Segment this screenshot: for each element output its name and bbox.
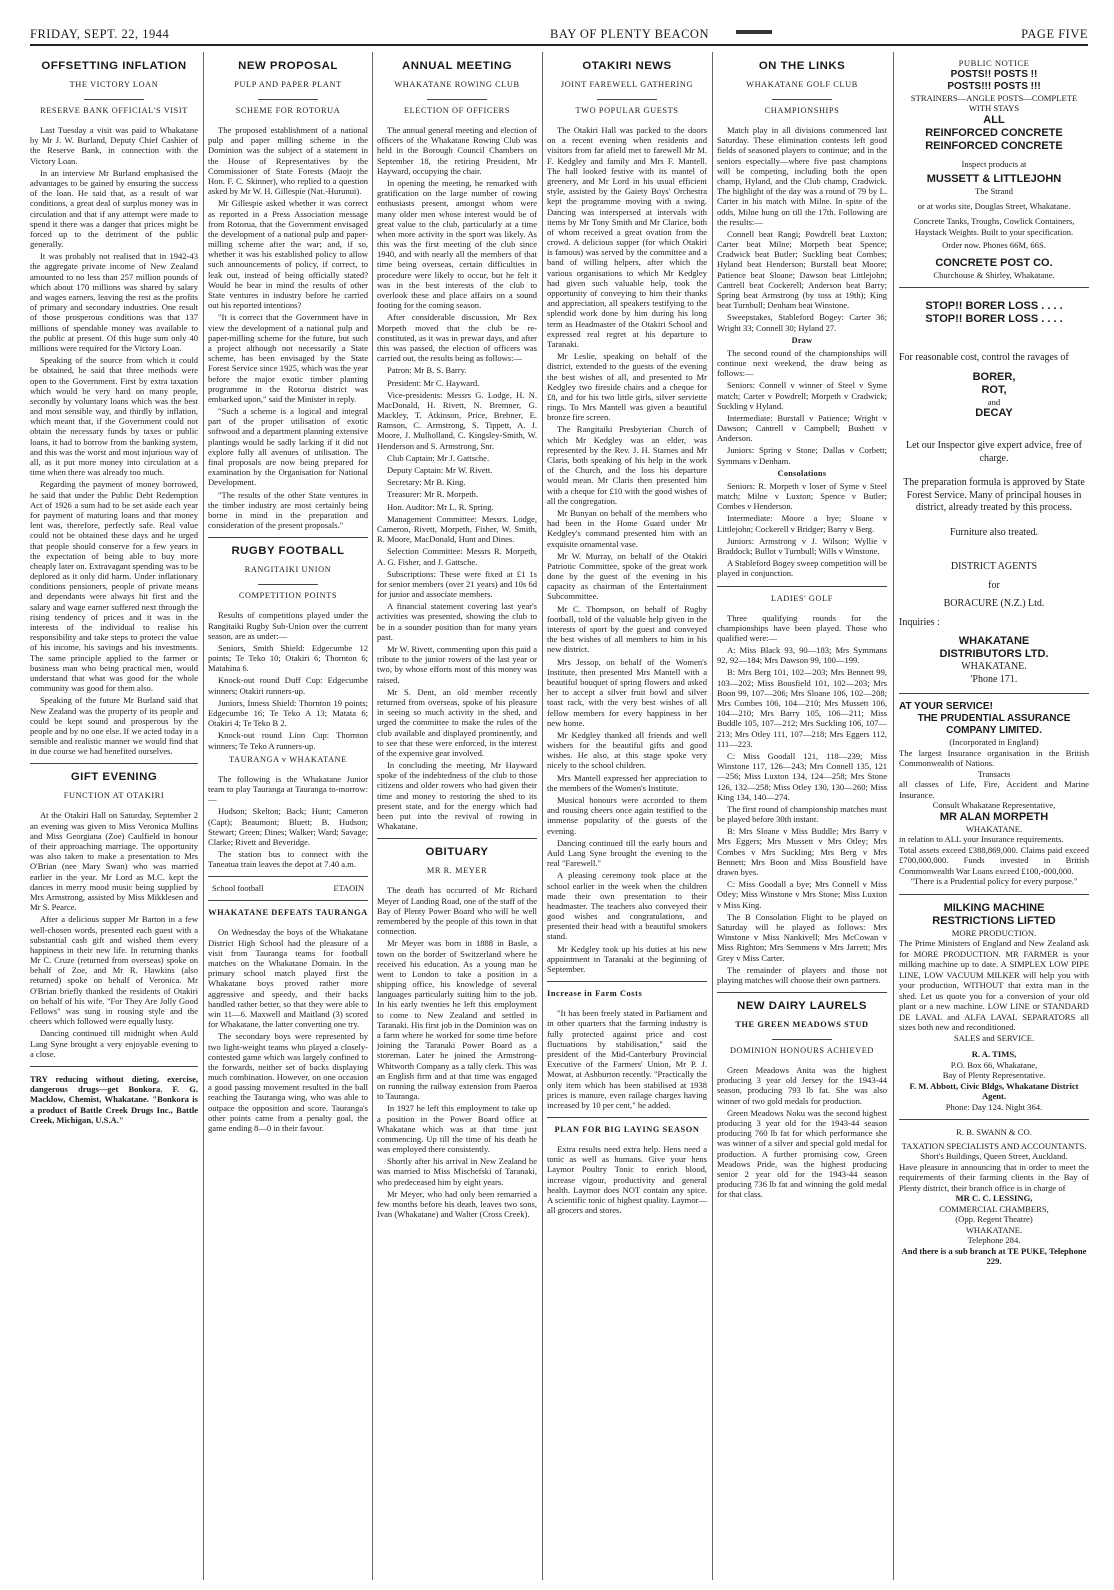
paragraph: Management Committee: Messrs. Lodge, Cameron, Rivett, Morpeth, Fisher, W. Smith, R. Moore, MacDonald, Hunt and Dines. (377, 513, 537, 545)
advert-reasonable: For reasonable cost, control the ravages of (899, 352, 1069, 363)
slug-line (208, 884, 368, 893)
paragraph: The second round of the championships will continue next weekend, the draw being as follows:— (717, 347, 887, 379)
paragraph: Speaking of the source from which it could be obtained, he said that three methods were open to the Government. First by extra taxation which would be very hard on many people, secondly by voluntary loans which was the best and most sensible way, and thirdly by inflation, which meant that, if the Government could not obtain the necessary funds by taxes or public loans, it had to borrow from the banking system, and this was the worst and most injurious way of all, as it put more money into circulation at a time when there was already too much. (30, 355, 198, 478)
paragraph: On Wednesday the boys of the Whakatane District High School had the pleasure of a visit from Tauranga teams for football matches on the Whakatane Domain. In the primary school match played first the Whakatane boys proved rather more aggressive and speedy, and their backs handled rather better, so that they were able to win 11—6. Maxwell and Maitland (3) scored for Whakatane, the latter converting one try. (208, 927, 368, 1030)
paragraph: Last Tuesday a visit was paid to Whakatane by Mr J. W. Burland, Deputy Chief Cashier of the Reserve Bank, in connection with the Victory Loan. (30, 125, 198, 166)
paragraph: Juniors, Inness Shield: Thornton 19 points; Edgecumbe 16; Te Teko A 13; Matata 6; Otakiri 4; Te Teko B 2. (208, 697, 368, 729)
article-subhead: RANGITAIKI UNION (244, 565, 332, 575)
article-headline: RUGBY FOOTBALL (231, 545, 345, 558)
paragraph: A Stableford Bogey sweep competition will be played in conjunction. (717, 558, 887, 579)
article-subhead: SCHEME FOR ROTORUA (235, 106, 341, 115)
paragraph: Mr Kedgley thanked all friends and well wishers for the beautiful gifts and good wishes. He also, at this stage spoke very nicely to the school children. (547, 729, 707, 771)
print-smudge (736, 30, 772, 34)
paragraph: The proposed establishment of a national pulp and paper milling scheme in the Dominion was the subject of a statement in the House of Representatives by the Commissioner of State Forests (Maojr the Hon. F. C. Skinner), who replied to a question asked by Mr W. H. Gillespie (Nat.-Hurunui). (208, 125, 368, 197)
article-subhead: WHAKATANE DEFEATS TAURANGA (208, 908, 368, 918)
paragraph: Hon. Auditor: Mr L. R. Spring. (387, 501, 494, 512)
article-subhead: DOMINION HONOURS ACHIEVED (729, 1046, 875, 1056)
paragraph: In 1927 he left this employment to take up a position in the Power Board office at Whakatane which was at that time just commencing. Up till the time of his death he was employed there consistently. (377, 1103, 537, 1155)
paragraph: The annual general meeting and election of officers of the Whakatane Rowing Club was held in the Borough Council Chambers on September 18, the retiring President, Mr Hayward, occupying the chair. (377, 125, 537, 176)
article-subhead: THE VICTORY LOAN (69, 80, 159, 89)
paragraph: Match play in all divisions commenced last Saturday. These elimination contests left good fields of seasoned players to continue; and in the seniors especially—where five past champions will be competing, including both the open champ, Hyland, and the Club champ, Cradwick. The highlight of the day was a round of 79 by L. Carter in his match with Milne. In spite of the odds, Milne hung on till the 17th. Following are the results:— (717, 125, 887, 227)
advert-swann: R. B. SWANN & CO. (956, 1127, 1032, 1137)
paragraph: The Rangitaiki Presbyterian Church of which Mr Kedgley was an elder, was represented by the Rev. J. H. Starnes and Mr Claris, both speaking of his help in the work of the Church, and the loss his departure would mean. Mr Claris then presented him with a cheque for £10 with the good wishes of all the congregation. (547, 424, 707, 506)
paragraph: Club Captain: Mr J. Gattsche. (387, 452, 490, 463)
column-rule (542, 52, 543, 1580)
article-headline: ON THE LINKS (758, 60, 846, 72)
paragraph: Mr W. Murray, on behalf of the Otakiri Patriotic Committee, spoke of the great work done by the guest of the evening in his capacity as chairman of the Entertainment Subcommittee. (547, 550, 707, 602)
advert-whakatane: WHAKATANE. (965, 823, 1023, 834)
article-subhead: WHAKATANE ROWING CLUB (394, 80, 520, 89)
advert-strand: The Strand (975, 186, 1013, 196)
paragraph: B: Mrs Sloane v Miss Buddle; Mrs Barry v Mrs Eggers; Mrs Mussett v Mrs Otley; Mrs Combes v Mrs Suckling; Mrs Berg v Mrs Bennett; Mrs Boon and Miss Bousfield have drawn byes. (717, 826, 887, 877)
slug-left: School football (212, 884, 264, 894)
article-headline: OBITUARY (425, 846, 489, 859)
masthead (30, 24, 1088, 46)
column-rule (372, 52, 373, 1580)
advert-box: P.O. Box 66, Whakatane, (950, 1059, 1038, 1070)
advert-furniture: Furniture also treated. (949, 526, 1039, 538)
advert-milking-text: The Prime Ministers of England and New Zealand ask for MORE PRODUCTION. MR FARMER is your milking machine up to date. A SIMPLEX LOW PIPE LINE, LOW VACUUM MILKER will help you with your production, WITHOUT that extra man in the shed. Let us quote you for a conversion of your old plant or a new machine. LOW LINE or STANDARD DE LAVAL and ALFA LAVAL SEPARATORS all sizes both new and reconditioned. (899, 938, 1089, 1032)
paragraph: Dancing continued till the early hours and Auld Lang Syne brought the evening to the real "Farewell." (547, 837, 707, 869)
paragraph: A financial statement covering last year's activities was presented, showing the club to be in a sounder position than for many years past. (377, 601, 537, 642)
paragraph: President: Mr C. Hayward. (387, 377, 480, 388)
public-notice-label: PUBLIC NOTICE (958, 58, 1030, 68)
advert-tanks: Concrete Tanks, Troughs, Cowlick Containers, Haystack Weights. Built to your specification. (913, 216, 1075, 237)
advert-reinforced: REINFORCED CONCRETE (925, 126, 1063, 139)
paragraph: Juniors: Armstrong v J. Wilson; Wyllie v Braddock; Bullot v Turnbull; Wills v Winstone. (717, 535, 887, 556)
column-2 (208, 54, 368, 1584)
paragraph: Seniors, Smith Shield: Edgecumbe 12 points; Te Teko 10; Otakiri 6; Thornton 6; Matahina 6. (208, 642, 368, 674)
advert-shorts: Short's Buildings, Queen Street, Auckland. (920, 1151, 1068, 1161)
paragraph: Regarding the payment of money borrowed, he said that under the Public Debt Redemption Act of 1926 a sum had to be set aside each year for payment of maturing loans and that money lent was, therefore, perfectly safe. Real value could not be obtained these days and he urged that people should conserve for a few years in the expectation of being able to buy more cheaply later on. Extravagant spending was to be deplored as it only did harm. Under inflationary conditions pensioners, people of private means and dependants were always hit first and the salary and wage earner suffered next through the rising tendency of prices and it was in the interests of the individual to realise his responsibility and take steps to protect the value of his income, his savings and his investments. The same principle applied to the farmer or business man who being practical men, would understand that what was good for the whole community was good for them also. (30, 479, 198, 694)
advert-order: Order now. Phones 66M, 66S. (942, 240, 1046, 250)
paragraph: The B Consolation Flight to be played on Saturday will be played as follows: Mrs Winstone v Miss Nankivell; Mrs McCowan v Miss Righton; Mrs Semmens v Mrs Jarrett; Mrs Grey v Miss Carter. (717, 911, 887, 963)
paragraph: "Such a scheme is a logical and integral part of the proper utilisation of exotic softwood and a department planning extensive plantings would be sadly lacking if it did not explore fully all avenues of utilisation. The final proposals are now being prepared for examination by the Organisation for National Development. (208, 406, 368, 488)
advert-taxation: TAXATION SPECIALISTS AND ACCOUNTANTS. (901, 1140, 1087, 1151)
advert-more-production: MORE PRODUCTION. (951, 927, 1037, 938)
advert-bop-rep: Bay of Plenty Representative. (942, 1070, 1046, 1080)
masthead-paper-name: BAY OF PLENTY BEACON (550, 27, 709, 41)
column-3 (377, 54, 537, 1584)
article-headline: NEW DAIRY LAURELS (736, 1000, 867, 1013)
advert-prudential-slogan: "There is a Prudential policy for every purpose." (910, 876, 1078, 886)
paragraph: Mr Meyer, who had only been remarried a few months before his death, leaves two sons, Ivan (Whakatane) and Walter (Cross Creek). (377, 1188, 537, 1220)
paragraph: Shortly after his arrival in New Zealand he was married to Miss Mischefski of Taranaki, who predeceased him by eight years. (377, 1156, 537, 1187)
advert-relation: in relation to ALL your Insurance requirements. (899, 834, 1064, 844)
paragraph: "The results of the other State ventures in the timber industry are most certainly being borne in mind in the preparation and consideration of the present proposals." (208, 489, 368, 531)
advert-abbott: F. M. Abbott, Civic Bldgs, Whakatane District Agent. (909, 1080, 1079, 1101)
article-headline: OFFSETTING INFLATION (41, 60, 187, 72)
advert-posts: POSTS!! POSTS !! (950, 68, 1038, 80)
advert-phone-day-night: Phone: Day 124. Night 364. (945, 1101, 1043, 1112)
advert-tims: R. A. TIMS, (971, 1049, 1017, 1059)
paragraph: Dancing continued till midnight when Auld Lang Syne brought a very enjoyable evening to a close. (30, 1028, 198, 1059)
paragraph: Vice-presidents: Messrs G. Lodge, H. N. MacDonald, H. Rivett, N. Bremner, G. Mackley, T. Atkinson, Price, Brebner, E. Ramson, C. Armstrong, S. Tippett, A. J. Moore, J. Mulholland, C. Kingsley-Smith, W. Henderson and S. Armstrong, Snr. (377, 389, 537, 451)
advert-alan-morpeth: MR ALAN MORPETH (939, 810, 1049, 823)
paragraph: B: Mrs Berg 101, 102—203; Mrs Bennett 99, 103—202; Miss Bousfield 101, 102—203; Mrs Boon 99, 107—206; Mrs Sloane 106, 102—208; Mrs Combes 106, 104—210; Mrs Mussett 106, 104—210; Mrs Barry 105, 106—211; Miss Buddle 105, 107—212; Mrs Suckling 106, 107—213; Mrs Otley 111, 107—218; Mrs Eggers 112, 111—223. (717, 667, 887, 749)
advert-commercial: COMMERCIAL CHAMBERS, (939, 1203, 1049, 1214)
article-subhead: COMPETITION POINTS (238, 591, 338, 601)
column-5 (717, 54, 887, 1584)
paragraph: The secondary boys were represented by two light-weight teams who played a closely-contested game which was largely confined to the forwards, neither set of backs displaying much combination. However, on one occasion a good passing movement resulted in the ball reaching the Tauranga wing, who was able to outpace the opposition and score. Tauranga's other points came from a penalty goal, the game ending 8—0 in their favour. (208, 1031, 368, 1133)
advert-milking-machine: MILKING MACHINE (943, 901, 1045, 914)
paragraph: It was probably not realised that in 1942-43 the aggregate private income of New Zealand amounted to no less than 257 million pounds of which about 170 millions was shared by salary and wages earners, leaving the rest as the profits of primary and secondary industries. One result of those prosperous conditions was that 137 millions of spendable money was available to the public at present. Of this huge sum only 40 millions were required for the Victory Loan. (30, 251, 198, 353)
paragraph: Mr S. Dent, an old member recently returned from overseas, spoke of his pleasure in seeing so much activity in the shed, and urged the committee to make the rules of the club available and displayed prominently, and to see that these were enforced, in the interest of the expensive gear involved. (377, 686, 537, 758)
advert-borer: BORER, (972, 370, 1016, 383)
advert-prudential: THE PRUDENTIAL ASSURANCE COMPANY LIMITED. (917, 713, 1071, 736)
advert-posts: POSTS!!! POSTS !!! (947, 80, 1041, 92)
article-subhead: WHAKATANE GOLF CLUB (746, 80, 858, 89)
paragraph: Mrs Jessop, on behalf of the Women's Institute, then presented Mrs Mantell with a beautiful bouquet of spring flowers and asked her to accept a silver fruit bowl and silver toast rack, with the very best wishes of all fellow members for every happiness in her new home. (547, 656, 707, 728)
column-rule (893, 52, 894, 1580)
advert-all: ALL (983, 113, 1005, 126)
article-subhead: ELECTION OF OFFICERS (403, 106, 511, 115)
paragraph: Sweepstakes, Stableford Bogey: Carter 36; Wright 33; Connell 30; Hyland 27. (717, 312, 887, 333)
advert-have-pleasure: Have pleasure in announcing that in order to meet the requirements of their farming clients in the Bay of Plenty district, their branch office is in charge of (899, 1161, 1089, 1193)
paragraph: The first round of championship matches must be played before 30th instant. (717, 803, 887, 825)
paragraph: Mr Leslie, speaking on behalf of the district, extended to the guests of the evening the best wishes of all, and presented to Mr Kedgley two fireside chairs and a cheque for £8, and for his two little girls, silver serviette rings. To Mrs Mantell was given a beautiful bronze fire screen. (547, 351, 707, 423)
column-6-adverts (899, 54, 1089, 1584)
article-subhead: LADIES' GOLF (771, 593, 833, 603)
paragraph: Hudson; Skelton; Back; Hunt; Cameron (Capt); Beaumont; Bluett; B. Hudson; Stewart; Green; Dines; Walker; Ward; Savage; Clarke; Rivett and Beveridge. (208, 806, 368, 847)
paragraph: In opening the meeting, he remarked with gratification on the large number of rowing enthusiasts present, amongst whom were many older men whose interest would be of great value to the club, particularly at a time when more activity in the sport was likely. As this was the first meeting of the club since 1940, and with nearly all the members of that time being overseas, certain difficulties in procedure were likely to occur, but he felt it was in the best interests of the club to overlook these and place affairs on a sound footing for the coming season. (377, 177, 537, 311)
paragraph: A pleasing ceremony took place at the school earlier in the week when the children made their own presentation to their headmaster. The teachers also conveyed their good wishes and congratulations, and presented their head with a beautiful smokers stand. (547, 870, 707, 942)
paragraph: A: Miss Black 93, 90—183; Mrs Symmans 92, 92—184; Mrs Dawson 99, 100—199. (717, 645, 887, 666)
article-subhead: MR R. MEYER (426, 866, 488, 876)
advert-sub-branch: And there is a sub branch at TE PUKE, Telephone 229. (901, 1245, 1087, 1266)
advert-classes: all classes of Life, Fire, Accident and Marine Insurance. (899, 779, 1089, 800)
paragraph: Selection Committee: Messrs R. Morpeth, A. G. Fisher, and J. Gattsche. (377, 546, 537, 567)
advert-boracure: BORACURE (N.Z.) Ltd. (943, 598, 1045, 609)
slug-right: ETAOIN (333, 884, 364, 894)
paragraph: Seniors: Connell v winner of Steel v Syme match; Carter v Powdrell; Morpeth v Cradwick; Suckling v Hyland. (717, 380, 887, 411)
paragraph: Mr Meyer was born in 1888 in Basle, a town on the border of Switzerland where he received his education. As a young man he went to London to take a position in a shipping office, his knowledge of several languages particularly suiting him to the job. In his early twenties he left this employment to come to New Zealand and settled in Taranaki. His first job in the Dominion was on a farm where he worked for some time before joining the Taranaki Power Board as a storeman. Later he joined the Armstrong-Whitworth Company as a tally clerk. This was an English firm and at that time was engaged on running the railway extension from Paeroa to Tauranga. (377, 938, 537, 1102)
paragraph: Mr Bunyan on behalf of the members who had been in the Home Guard under Mr Kedgley's command presented him with an exquisite ornamental vase. (547, 507, 707, 549)
article-subhead: RESERVE BANK OFFICIAL'S VISIT (40, 106, 188, 115)
advert-strainers: STRAINERS—ANGLE POSTS—COMPLETE WITH STAYS (910, 92, 1078, 113)
advert-preparation: The preparation formula is approved by State Forest Service. Many of principal houses in district, already treated by this process. (903, 477, 1085, 513)
advert-stop-borer: STOP!! BORER LOSS . . . . (925, 300, 1063, 312)
article-subhead: TAURANGA v WHAKATANE (229, 754, 347, 764)
advert-consult: Consult Whakatane Representative, (932, 800, 1056, 810)
paragraph: At the Otakiri Hall on Saturday, September 2 an evening was given to Miss Veronica Mullins and Miss Georgiana (Zoe) Caulfield in honour of their approaching marriage. The opportunity was also taken to make a presentation to Mrs O'Brian (nee Mary Swan) who was married earlier in the year. Mr Lord as M.C. kept the dances in merry mood music being supplied by Mrs Armstrong, assisted by Miss Mikklesen and Mr S. Pearce. (30, 810, 198, 913)
paragraph: The remainder of players and those not playing matches will choose their own partners. (717, 964, 887, 985)
advert-decay: DECAY (975, 407, 1013, 419)
advert-phone: 'Phone 171. (970, 673, 1018, 685)
paragraph: Deputy Captain: Mr W. Rivett. (387, 465, 493, 475)
advert-largest: The largest Insurance organisation in the British Commonwealth of Nations. (899, 747, 1089, 768)
advert-works: or at works site, Douglas Street, Whakatane. (917, 200, 1071, 211)
section-caption: Consolations (777, 468, 827, 478)
advert-opp-regent: (Opp. Regent Theatre) (955, 1214, 1033, 1224)
advert-assets: Total assets exceed £388,869,000. Claims paid exceed £700,000,000. Funds invested in British Commonwealth War Loans exceed £100,-000,000. (899, 844, 1089, 876)
advert-mussett: MUSSETT & LITTLEJOHN (926, 173, 1062, 185)
article-headline: NEW PROPOSAL (238, 60, 338, 72)
advert-district-agents: DISTRICT AGENTS (950, 561, 1038, 572)
paragraph: Seniors: R. Morpeth v loser of Syme v Steel match; Milne v Luxton; Spence v Butler; Combes v Henderson. (717, 480, 887, 512)
advert-for: for (988, 579, 1000, 591)
paragraph: Knock-out round Lion Cup: Thornton winners; Te Teko A runners-up. (208, 730, 368, 751)
article-subhead: FUNCTION AT OTAKIRI (63, 791, 165, 801)
paragraph: Mrs Mantell expressed her appreciation to the members of the Women's Institute. (547, 772, 707, 793)
paragraph: Speaking of the future Mr Burland said that New Zealand was the property of its people and could be kept sound and prosperous by the people and by no one else. If we acted today in a sensible and realistic manner we would find that in due course we had benefited ourselves. (30, 695, 198, 757)
paragraph: In an interview Mr Burland emphasised the advantages to be gained by ensuring the success of the loan. He said that, as a result of war conditions, a great deal of surplus money was in circulation and that if any attempt were made to spend it there was a danger that prices might be forced up to the detriment of the public generally. (30, 167, 198, 250)
paragraph: Juniors: Spring v Stone; Dallas v Corbett; Symmans v Denham. (717, 445, 887, 466)
paragraph: Intermediate: Moore a bye; Sloane v Littlejohn; Cockerell v Bridger; Barry v Berg. (717, 513, 887, 534)
advert-inspector: Let our Inspector give expert advice, free of charge. (905, 440, 1083, 464)
advert-stop-borer: STOP!! BORER LOSS . . . . (925, 313, 1063, 325)
advert-concrete-post-co: CONCRETE POST CO. (935, 256, 1053, 269)
column-rule (712, 52, 713, 1580)
paragraph: C: Miss Goodall 121, 118—239; Miss Winstone 117, 126—243; Mrs Connell 135, 121—256; Miss Luxton 134, 124—258; Mrs Stone 126, 132—258; Miss Otley 130, 130—260; Miss King 134, 140—274. (717, 750, 887, 802)
advert-whakatane-distributors: WHAKATANE (958, 635, 1030, 647)
paragraph: The station bus to connect with the Taneatua train leaves the depot at 7.40 a.m. (208, 849, 368, 870)
advert-telephone: Telephone 284. (967, 1235, 1021, 1245)
paragraph: Musical honours were accorded to them and rousing cheers once again testified to the immense popularity of the guests of the evening. (547, 795, 707, 836)
column-rule (203, 52, 204, 1580)
paragraph: Patron: Mr B. S. Barry. (387, 365, 467, 376)
article-headline: OTAKIRI NEWS (582, 60, 672, 72)
article-subhead: JOINT FAREWELL GATHERING (560, 80, 694, 89)
section-caption: Draw (791, 335, 813, 345)
article-subhead: PULP AND PAPER PLANT (234, 80, 342, 89)
article-subhead: TWO POPULAR GUESTS (575, 106, 679, 115)
advert-whakatane-distributors: DISTRIBUTORS LTD. (939, 648, 1049, 660)
article-subhead: Increase in Farm Costs (547, 989, 643, 999)
article-headline: GIFT EVENING (70, 771, 158, 784)
article-headline: ANNUAL MEETING (402, 60, 512, 72)
advert-inquiries: Inquiries : (899, 616, 940, 628)
paragraph: Secretary: Mr B. King. (387, 477, 466, 488)
paragraph: C: Miss Goodall a bye; Mrs Connell v Miss Otley; Miss Winstone v Mrs Stone; Miss Luxton v Miss King. (717, 879, 887, 910)
column-1 (30, 54, 198, 1584)
advert-at-your-service: AT YOUR SERVICE! (899, 701, 993, 712)
paragraph: "It is correct that the Government have in view the development of a national pulp and paper-milling scheme for the future, but such a project although not necessarily a State scheme, has been envisaged by the State Forest Service since 1925, which was the year before the major exotic timber planting programme in the Rotorua district was embarked upon," said the Minister in reply. (208, 312, 368, 404)
paragraph: "It has been freely stated in Parliament and in other quarters that the farming industry is fully protected against price and cost fluctuations by stabilisation," said the president of the Mid-Canterbury Provincial Executive of the Farmers' Union, Mr P. J. Mowat, at Ashburton recently. "Practically the only item which has been stabilised at 1938 prices is manure, even railage charges having increased by 10 per cent," he added. (547, 1008, 707, 1110)
paragraph: In concluding the meeting, Mr Hayward spoke of the indebtedness of the club to those citizens and older rowers who had given their time and money to restoring the shed to its present state, and for the energy which had been put into the revival of rowing in Whakatane. (377, 760, 537, 832)
masthead-page: PAGE FIVE (1021, 27, 1088, 41)
advert-inspect: Inspect products at (961, 158, 1027, 169)
paragraph: Mr Kedgley took up his duties at his new appointment in Taranaki at the beginning of September. (547, 943, 707, 974)
column-4 (547, 54, 707, 1584)
advert-sales: SALES and SERVICE. (953, 1032, 1035, 1043)
advert-and: and (987, 396, 1001, 407)
paragraph: Green Meadows Noku was the second highest producing 3 year old for the 1943-44 season producing 760 lb fat for which performance she was winner of a silver and special gold medal for production. A further promising cow, Green Meadows Pride, was the highest producing senior 2 year old for the 1943-44 season producing 736 lb fat and winning the gold medal for that class. (717, 1107, 887, 1200)
paragraph: The death has occurred of Mr Richard Meyer of Landing Road, one of the staff of the Bay of Plenty Power Board who will be well remembered by the people of this town in that connection. (377, 885, 537, 937)
advert-restrictions: RESTRICTIONS LIFTED (932, 914, 1056, 927)
advert-lessing: MR C. C. LESSING, (955, 1193, 1033, 1203)
advert-bonkora: TRY reducing without dieting, exercise, dangerous drugs—get Bonkora. F. G. Macklow, Chemist, Whakatane. "Bonkora is a product of Battle Creek Drugs Inc., Battle Creek, Michigan, U.S.A." (30, 1073, 198, 1125)
paragraph: The following is the Whakatane Junior team to play Tauranga at Tauranga to-morrow:— (208, 773, 368, 805)
article-subhead: PLAN FOR BIG LAYING SEASON (554, 1125, 700, 1135)
paragraph: Knock-out round Duff Cup: Edgecumbe winners; Otakiri runners-up. (208, 675, 368, 696)
paragraph: Intermediate: Burstall v Patience; Wright v Dawson; Cantrell v Campbell; Bushett v Anderson. (717, 412, 887, 444)
paragraph: After considerable discussion, Mr Rex Morpeth moved that the club be re-constituted, as it was in prewar days, and after this was passed, the election of officers was carried out, the results being as follows:— (377, 312, 537, 364)
paragraph: Mr C. Thompson, on behalf of Rugby football, told of the valuable help given in the interests of sport by the guest and conveyed the best wishes of all members to him in his new district. (547, 603, 707, 655)
paragraph: After a delicious supper Mr Barton in a few well-chosen words, presented each guest with a substantial cash gift and wished them every happiness in their new life. In returning thanks Mr C. Cruze (returned from overseas) spoke on behalf of Zoe, and Mr R. Hawkins (also returned) spoke on behalf of Veronica. Mr O'Brian briefly thanked the residents of Otakiri on behalf of his wife. "For They Are Jolly Good Fellows" was sung in rousing style and the cheers which followed were equally lusty. (30, 914, 198, 1027)
advert-whakatane: WHAKATANE. (961, 661, 1027, 672)
paragraph: Connell beat Rangi; Powdrell beat Luxton; Carter beat Milne; Morpeth beat Spence; Cradwick beat Butler; Suckling beat Combes; Hyland beat Henderson; Burstall beat Moore; Patience beat Sloane; Dawson beat Littlejohn; Cantrell beat Cockerell; Anderson beat Barry; Spring beat Armstrong (by toss at 19th); King beat Turnbull; Denham beat Winstone. (717, 228, 887, 311)
paragraph: Green Meadows Anita was the highest producing 3 year old Jersey for the 1943-44 season, producing 793 lb fat. She was also winner of two gold medals for production. (717, 1065, 887, 1106)
paragraph: Mr W. Rivett, commenting upon this paid a tribute to the junior rowers of the last year or two, by whose efforts most of this money was raised. (377, 644, 537, 685)
masthead-date: FRIDAY, SEPT. 22, 1944 (30, 27, 170, 41)
paragraph: Mr Gillespie asked whether it was correct as reported in a Press Association message from Rotorua, that the Government envisaged the development of a national pulp and paper-milling scheme after the war; and, if so, whether it was his established policy to allow such announcements of policy, if correct, to leak out, instead of being officially stated? Would he bear in mind the results of other State ventures in industry before he carried out his reported intentions? (208, 198, 368, 311)
paragraph: Three qualifying rounds for the championships have been played. Those who qualified were:— (717, 612, 887, 643)
paragraph: Results of competitions played under the Rangitaiki Rugby Sub-Union over the current season, are as under:— (208, 610, 368, 641)
paragraph: The Otakiri Hall was packed to the doors on a recent evening when residents and visitors from far afield met to farewell Mr M. F. Kedgley and family and Mrs F. Mantell. The hall looked festive with its mantel of greenery, and Mr Lord in his usual efficient style, assisted by the Gaiety Boys' Orchestra kept the programme moving with a swing. Dancing was interspersed at intervals with items by Mr Tony Smith and Mr Clarice, both of whom received a great ovation from the crowd. A delicious supper (for which Otakiri is famous) was served by the committee and a band of willing helpers, after which the various organisations to which Mr Kedgley had given such valuable help, took the opportunity of conveying to him their thanks and appreciation, all speakers testifying to the splendid work done by him during his long term as Headmaster of the Otakiri School and expressed real regret at his departure to Taranaki. (547, 125, 707, 349)
advert-rot: ROT, (981, 383, 1007, 396)
article-subhead: THE GREEN MEADOWS STUD (735, 1020, 869, 1030)
advert-incorporated: (Incorporated in England) (949, 737, 1039, 747)
paragraph: Treasurer: Mr R. Morpeth. (387, 489, 479, 500)
advert-transacts: Transacts (977, 768, 1011, 779)
advert-churchouse: Churchouse & Shirley, Whakatane. (933, 269, 1055, 280)
advert-reinforced: REINFORCED CONCRETE (925, 139, 1063, 152)
paragraph: Extra results need extra help. Hens need a tonic as well as humans. Give your hens Laymor Poultry Tonic to enrich blood, increase vigour, productivity and general health. Laymor does NOT contain any spice. A scientific tonic of highest quality. Laymor—all grocers and stores. (547, 1144, 707, 1216)
advert-whakatane: WHAKATANE. (965, 1224, 1023, 1235)
article-subhead: CHAMPIONSHIPS (764, 106, 840, 115)
paragraph: Subscriptions: These were fixed at £1 1s for senior members (over 21 years) and 10s 6d for junior and associate members. (377, 568, 537, 600)
